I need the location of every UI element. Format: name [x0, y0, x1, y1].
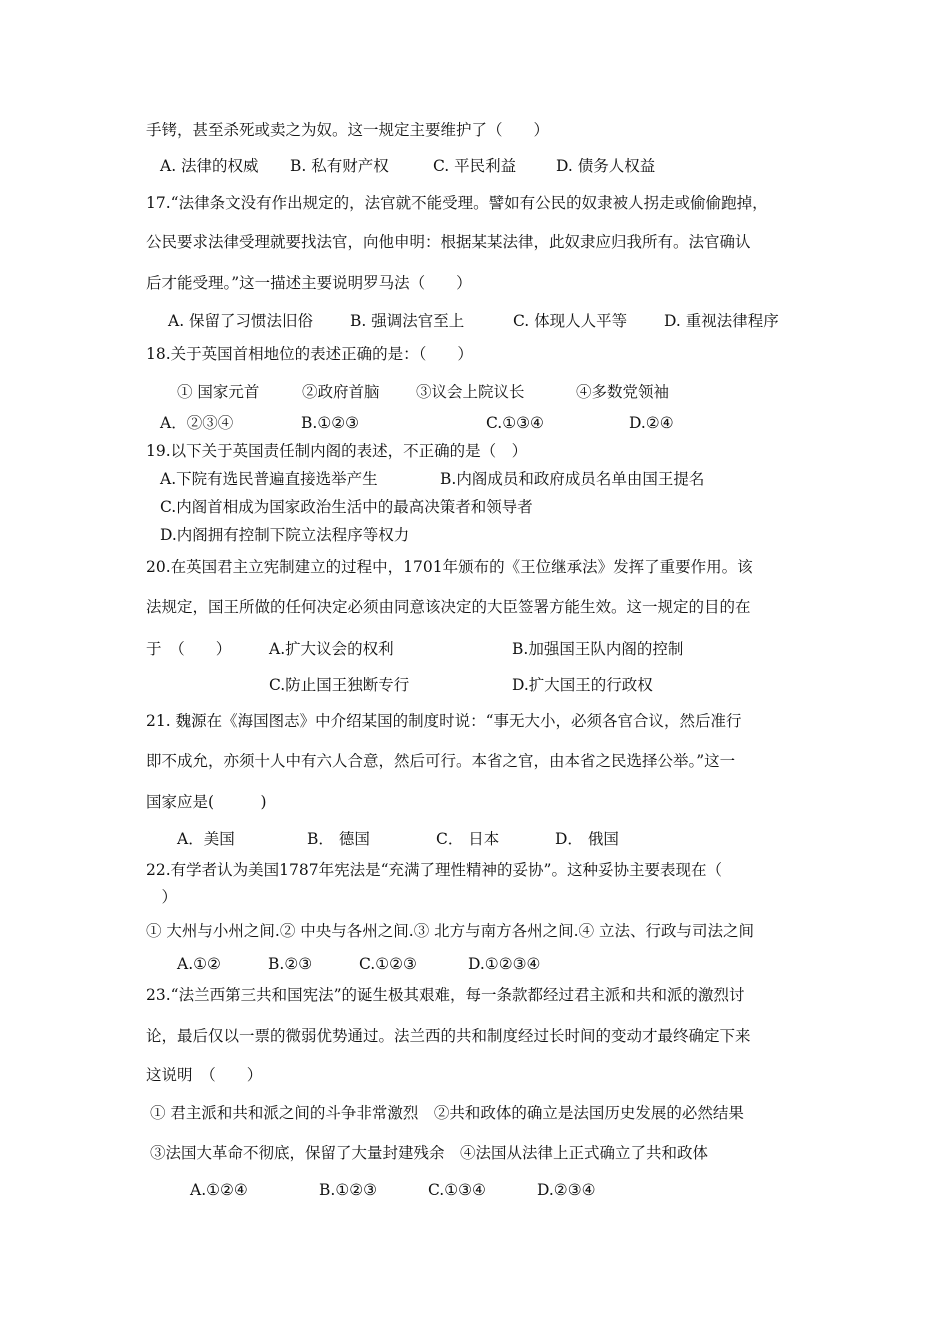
q20-option-d: D.扩大国王的行政权 [512, 676, 653, 694]
q21-option-b: B． 德国 [307, 830, 370, 848]
q21-option-a: A．美国 [177, 830, 235, 848]
q17-option-a: A. 保留了习惯法旧俗 [168, 312, 314, 330]
q21-option-c: C． 日本 [436, 830, 500, 848]
q16-stem-continuation: 手铐，甚至杀死或卖之为奴。这一规定主要维护了（ ） [146, 121, 550, 139]
q20-option-a: A.扩大议会的权利 [269, 640, 394, 658]
q20-stem-line-3: 于 （ ） [146, 640, 232, 658]
q16-option-b: B. 私有财产权 [290, 157, 389, 175]
q17-option-d: D. 重视法律程序 [664, 312, 779, 330]
q16-option-a: A. 法律的权威 [160, 157, 259, 175]
q22-option-d: D.①②③④ [468, 955, 541, 973]
q19-option-c: C.内阁首相成为国家政治生活中的最高决策者和领导者 [160, 498, 533, 516]
q22-option-a: A.①② [177, 955, 221, 973]
q16-option-d: D. 债务人权益 [556, 157, 656, 175]
q22-stem-line-2: ） [146, 888, 178, 906]
q17-option-b: B. 强调法官至上 [350, 312, 465, 330]
q19-option-b: B.内阁成员和政府成员名单由国王提名 [440, 470, 705, 488]
q16-option-c: C. 平民利益 [433, 157, 517, 175]
q18-stem: 18.关于英国首相地位的表述正确的是：（ ） [146, 345, 473, 363]
q21-stem-line-1: 21. 魏源在《海国图志》中介绍某国的制度时说：“事无大小，必须各官合议，然后准行 [146, 712, 742, 730]
q22-stem-line-1: 22.有学者认为美国1787年宪法是“充满了理性精神的妥协”。这种妥协主要表现在（ [146, 861, 722, 879]
q23-stem-line-1: 23.“法兰西第三共和国宪法”的诞生极其艰难，每一条款都经过君主派和共和派的激烈讨 [146, 986, 745, 1004]
q21-stem-line-3: 国家应是( ) [146, 793, 267, 811]
q23-stem-line-2: 论，最后仅以一票的微弱优势通过。法兰西的共和制度经过长时间的变动才最终确定下来 [146, 1027, 751, 1045]
q18-item-3: ③议会上院议长 [416, 383, 525, 401]
q23-option-c: C.①③④ [428, 1181, 486, 1199]
q23-stem-line-3: 这说明 （ ） [146, 1066, 263, 1084]
q18-item-1: ① 国家元首 [177, 383, 260, 401]
q23-item-line-2: ③法国大革命不彻底，保留了大量封建残余 ④法国从法律上正式确立了共和政体 [150, 1144, 709, 1162]
q23-item-line-1: ① 君主派和共和派之间的斗争非常激烈 ②共和政体的确立是法国历史发展的必然结果 [150, 1104, 744, 1122]
q21-option-d: D． 俄国 [555, 830, 619, 848]
q22-option-c: C.①②③ [359, 955, 417, 973]
q22-items: ① 大州与小州之间.② 中央与各州之间.③ 北方与南方各州之间.④ 立法、行政与司法之间 [146, 922, 754, 940]
q19-option-d: D.内阁拥有控制下院立法程序等权力 [160, 526, 410, 544]
q17-stem-line-1: 17.“法律条文没有作出规定的，法官就不能受理。譬如有公民的奴隶被人拐走或偷偷跑掉， [146, 194, 768, 212]
q18-option-a: A．②③④ [160, 414, 234, 432]
q19-stem: 19.以下关于英国责任制内阁的表述，不正确的是（ ） [146, 442, 528, 460]
q20-stem-line-2: 法规定，国王所做的任何决定必须由同意该决定的大臣签署方能生效。这一规定的目的在 [146, 598, 751, 616]
q19-option-a: A.下院有选民普遍直接选举产生 [160, 470, 378, 488]
q22-option-b: B.②③ [268, 955, 313, 973]
q20-option-c: C.防止国王独断专行 [269, 676, 410, 694]
q23-option-d: D.②③④ [537, 1181, 596, 1199]
q23-option-b: B.①②③ [319, 1181, 378, 1199]
q17-stem-line-2: 公民要求法律受理就要找法官，向他申明：根据某某法律，此奴隶应归我所有。法官确认 [146, 233, 751, 251]
q17-option-c: C. 体现人人平等 [513, 312, 628, 330]
q18-item-4: ④多数党领袖 [576, 383, 670, 401]
q21-stem-line-2: 即不成允，亦须十人中有六人合意，然后可行。本省之官，由本省之民选择公举。”这一 [146, 752, 736, 770]
q23-option-a: A.①②④ [190, 1181, 248, 1199]
q17-stem-line-3: 后才能受理。”这一描述主要说明罗马法（ ） [146, 274, 472, 292]
q20-option-b: B.加强国王队内阁的控制 [512, 640, 684, 658]
q20-stem-line-1: 20.在英国君主立宪制建立的过程中，1701年颁布的《王位继承法》发挥了重要作用。该 [146, 558, 753, 576]
q18-option-b: B.①②③ [301, 414, 360, 432]
q18-option-c: C.①③④ [486, 414, 544, 432]
q18-item-2: ②政府首脑 [302, 383, 380, 401]
q18-option-d: D.②④ [629, 414, 674, 432]
